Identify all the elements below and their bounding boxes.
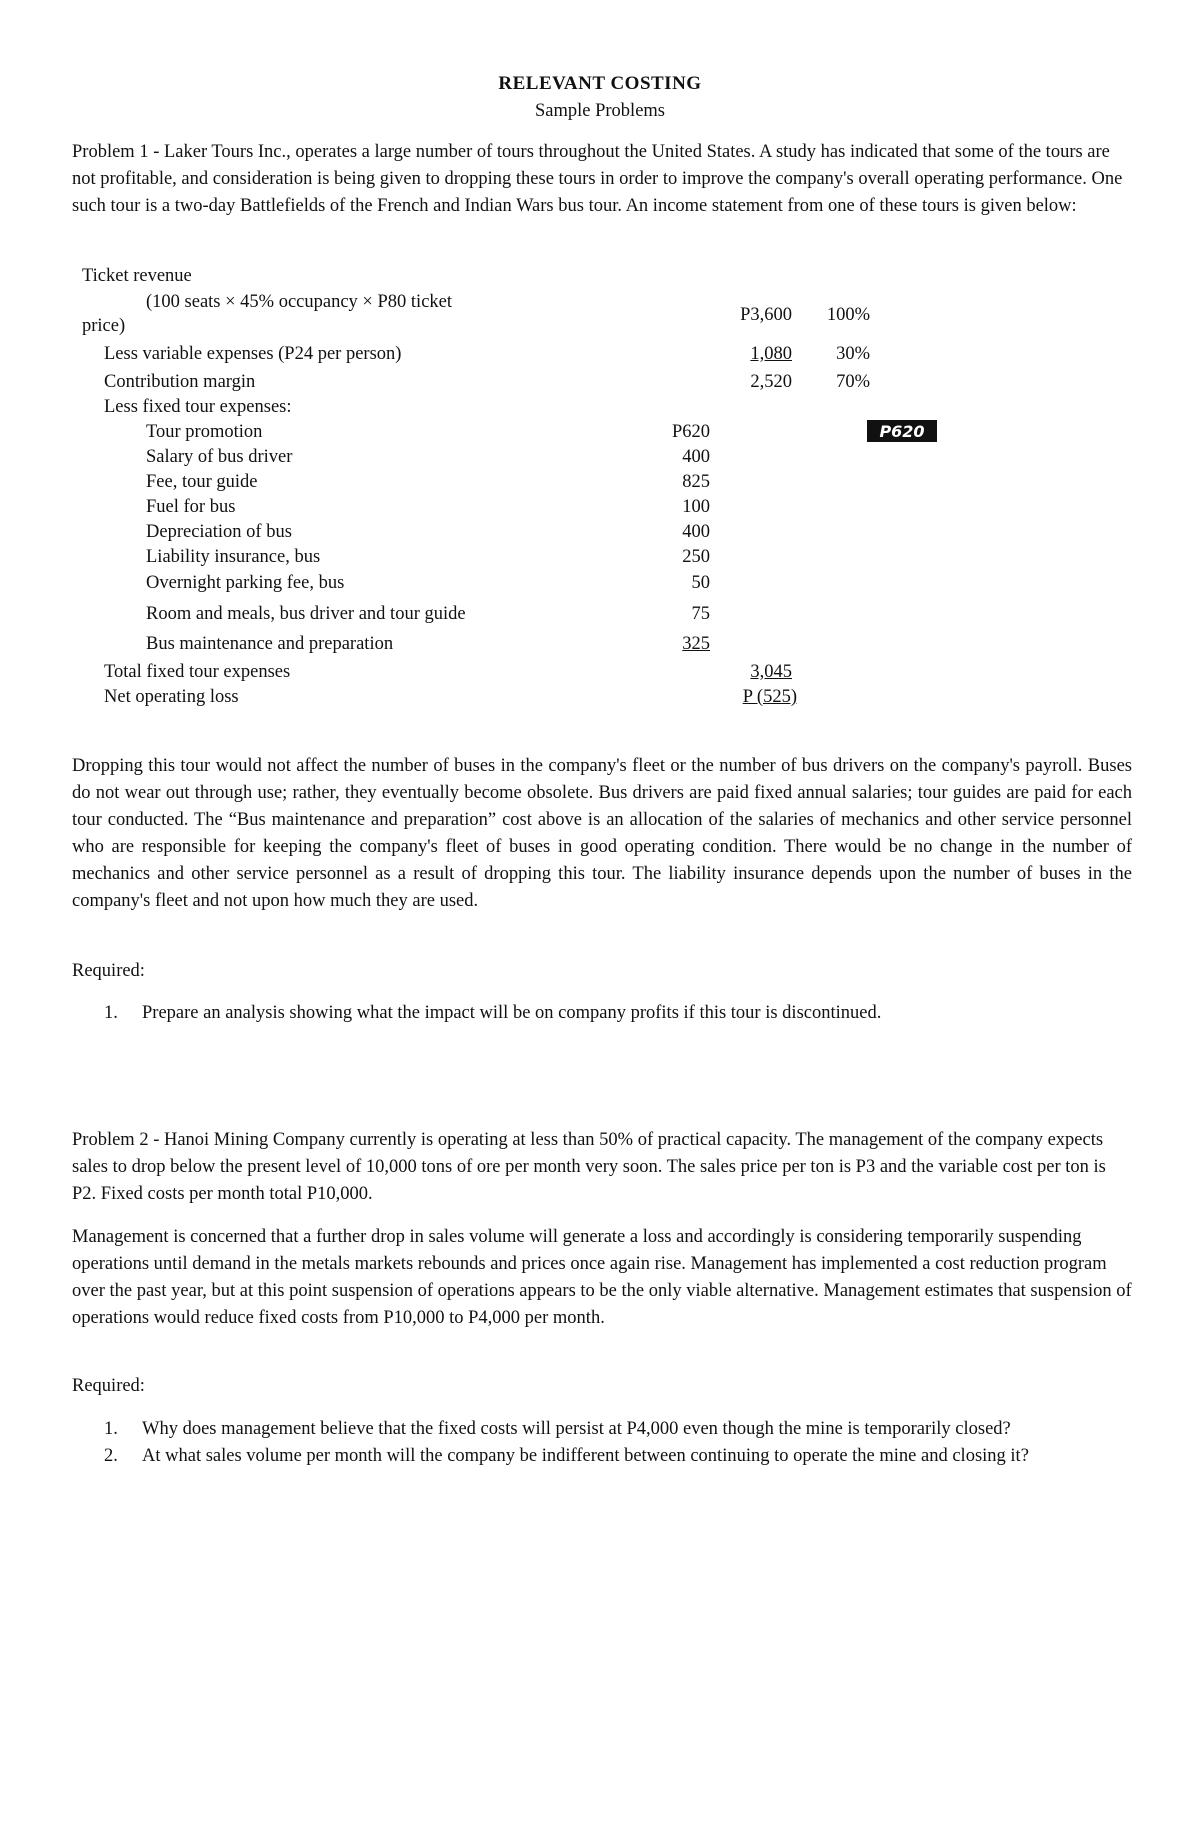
ticket-revenue-label: Ticket revenue	[82, 266, 192, 286]
total-fixed-label: Total fixed tour expenses	[104, 662, 291, 682]
requirement-number: 1.	[104, 1419, 118, 1439]
fixed-item-label: Room and meals, bus driver and tour guide	[146, 604, 466, 624]
fixed-item-label: Overnight parking fee, bus	[146, 573, 345, 593]
fixed-item-label: Salary of bus driver	[146, 447, 293, 467]
fixed-item-label: Fee, tour guide	[146, 472, 258, 492]
contribution-margin-label: Contribution margin	[104, 372, 256, 392]
handwritten-annotation	[866, 419, 938, 443]
requirement-number: 2.	[104, 1446, 118, 1466]
problem2-requirements	[72, 1416, 1132, 1470]
ticket-revenue-amount: P3,600	[740, 305, 792, 325]
net-operating-loss-amount: P (525)	[742, 687, 797, 707]
requirement-item	[72, 1443, 1132, 1470]
fixed-item-amount: 400	[682, 522, 710, 542]
fixed-item-label: Tour promotion	[146, 422, 263, 442]
fixed-item-amount: P620	[671, 422, 710, 442]
variable-expenses-percent: 30%	[836, 344, 870, 364]
requirement-item	[72, 1000, 1132, 1027]
handwritten-note: P620	[879, 422, 925, 441]
fixed-item-amount: 250	[682, 547, 710, 567]
fixed-item-label: Fuel for bus	[146, 497, 236, 517]
fixed-item-label: Liability insurance, bus	[146, 547, 321, 567]
problem2-required-label: Required:	[72, 1376, 145, 1396]
fixed-item-amount: 100	[682, 497, 710, 517]
fixed-item-amount: 50	[691, 573, 710, 593]
variable-expenses-amount: 1,080	[750, 344, 792, 364]
problem1-intro: Problem 1 - Laker Tours Inc., operates a large number of tours throughout the United States. A study has indicated that some of the tours are not profitable, and consideration is being given to dropping these tours in order to improve the company's overall operating performance. One such tour is a two-day Battlefields of the French and Indian Wars bus tour. An income statement from one of these tours is given below:	[72, 142, 1123, 216]
net-operating-loss-label: Net operating loss	[104, 687, 239, 707]
problem1-required-label: Required:	[72, 961, 145, 981]
fixed-item-amount: 400	[682, 447, 710, 467]
requirement-text: At what sales volume per month will the company be indifferent between continuing to operate the mine and closing it?	[142, 1446, 1029, 1466]
fixed-item-label: Depreciation of bus	[146, 522, 292, 542]
problem2-intro: Problem 2 - Hanoi Mining Company currently is operating at less than 50% of practical capacity. The management of the company expects sales to drop below the present level of 10,000 tons of ore per month very soon. The sales price per ton is P3 and the variable cost per ton is P2. Fixed costs per month total P10,000.	[72, 1130, 1106, 1204]
total-fixed-amount: 3,045	[750, 662, 792, 682]
problem1-requirements	[72, 1000, 1132, 1027]
ticket-revenue-detail-line2: price)	[82, 316, 126, 336]
contribution-margin-percent: 70%	[836, 372, 870, 392]
requirement-text: Why does management believe that the fixed costs will persist at P4,000 even though the mine is temporarily closed?	[142, 1419, 1011, 1439]
document-subtitle: Sample Problems	[534, 101, 665, 121]
document-title: RELEVANT COSTING	[498, 73, 702, 94]
fixed-item-amount: 75	[691, 604, 710, 624]
fixed-item-amount: 825	[682, 472, 710, 492]
ticket-revenue-percent: 100%	[826, 305, 870, 325]
ticket-revenue-detail-line1: (100 seats × 45% occupancy × P80 ticket	[146, 292, 452, 312]
fixed-item-amount: 325	[682, 634, 710, 654]
variable-expenses-label: Less variable expenses (P24 per person)	[104, 344, 402, 364]
problem1-discussion: Dropping this tour would not affect the number of buses in the company's fleet or the number of bus drivers on the company's payroll. Buses do not wear out through use; rather, they eventually become obsolete. Bus drivers are paid fixed annual salaries; tour guides are paid for each tour conducted. The “Bus maintenance and preparation” cost above is an allocation of the salaries of mechanics and other service personnel who are responsible for keeping the company's fleet of buses in good operating condition. There would be no change in the number of mechanics and other service personnel as a result of dropping this tour. The liability insurance depends upon the number of buses in the company's fleet and not upon how much they are used.	[72, 756, 1132, 911]
requirement-item	[72, 1416, 1132, 1443]
fixed-item-label: Bus maintenance and preparation	[146, 634, 394, 654]
fixed-expenses-label: Less fixed tour expenses:	[104, 397, 292, 417]
problem2-body: Management is concerned that a further drop in sales volume will generate a loss and accordingly is considering temporarily suspending operations until demand in the metals markets rebounds and prices once again rise. Management has implemented a cost reduction program over the past year, but at this point suspension of operations appears to be the only viable alternative. Management estimates that suspension of operations would reduce fixed costs from P10,000 to P4,000 per month.	[72, 1227, 1132, 1328]
requirement-number: 1.	[104, 1003, 118, 1023]
requirement-text: Prepare an analysis showing what the impact will be on company profits if this tour is discontinued.	[142, 1003, 882, 1023]
contribution-margin-amount: 2,520	[750, 372, 792, 392]
